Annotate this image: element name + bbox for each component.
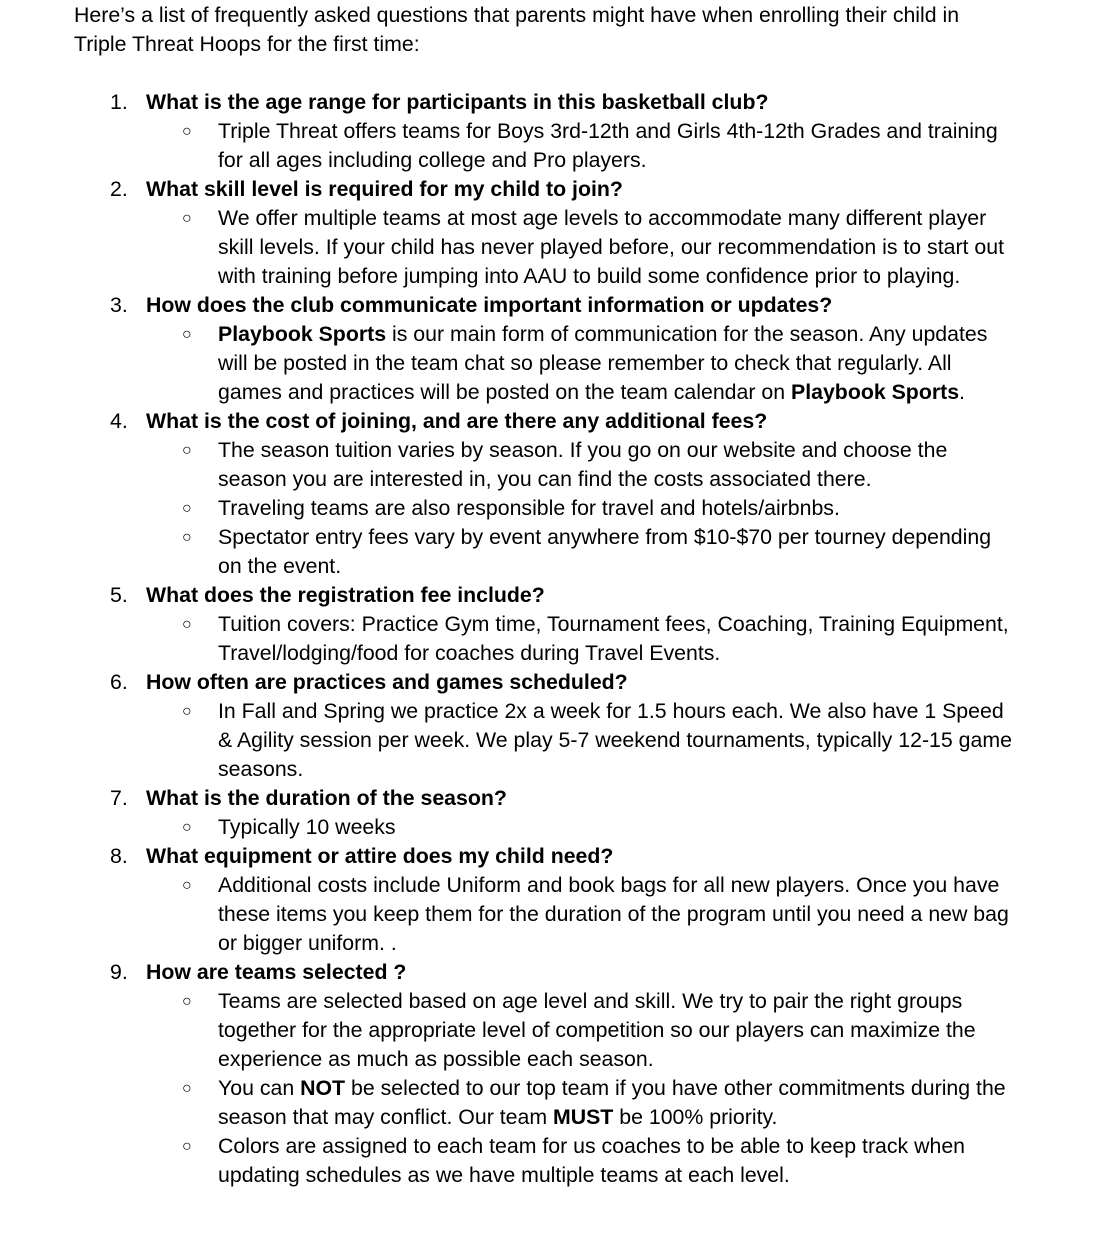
answer-item <box>146 523 1014 581</box>
answer-segment: Colors are assigned to each team for us coaches to be able to keep track when updating schedules as we have multiple teams at each level. <box>218 1134 966 1187</box>
answer-segment: Spectator entry fees vary by event anywhere from $10-$70 per tourney depending on the event. <box>218 525 992 578</box>
answer-text <box>218 525 991 578</box>
answer-item <box>146 987 1014 1074</box>
question-number: 4. <box>110 409 128 433</box>
answer-segment: Traveling teams are also responsible for travel and hotels/airbnbs. <box>218 496 840 520</box>
answer-segment: The season tuition varies by season. If you go on our website and choose the season you are interested in, you can find the costs associated there. <box>218 438 948 491</box>
answer-segment: Triple Threat offers teams for Boys 3rd-12th and Girls 4th-12th Grades and training for all ages including college and Pro players. <box>218 119 998 172</box>
faq-item <box>74 175 1014 291</box>
question-text: How often are practices and games scheduled? <box>146 670 628 694</box>
faq-item <box>74 407 1014 581</box>
faq-document <box>74 1 1014 1190</box>
answer-text <box>218 815 396 839</box>
faq-item <box>74 784 1014 842</box>
faq-item <box>74 958 1014 1190</box>
answer-item <box>146 204 1014 291</box>
question-number: 3. <box>110 293 128 317</box>
faq-item <box>74 581 1014 668</box>
answer-segment: Additional costs include Uniform and book bags for all new players. Once you have these items you keep them for the duration of the program until you need a new bag or bigger uniform. . <box>218 873 1009 955</box>
answer-emphasis: Playbook Sports <box>218 322 387 346</box>
question-number: 5. <box>110 583 128 607</box>
question-text: What does the registration fee include? <box>146 583 545 607</box>
hollow-circle-bullet-icon: ○ <box>182 877 192 894</box>
answer-text <box>218 206 1004 288</box>
question-number: 7. <box>110 786 128 810</box>
answer-text <box>218 119 998 172</box>
answer-segment: Teams are selected based on age level and skill. We try to pair the right groups together for the appropriate level of competition so our players can maximize the experience as much as possible each season. <box>218 989 976 1071</box>
answer-item <box>146 320 1014 407</box>
answer-segment: Typically 10 weeks <box>218 815 396 839</box>
question-number: 2. <box>110 177 128 201</box>
answer-item <box>146 494 1014 523</box>
hollow-circle-bullet-icon: ○ <box>182 819 192 836</box>
question-text: What skill level is required for my child to join? <box>146 177 623 201</box>
answer-emphasis: MUST <box>552 1105 614 1129</box>
intro-paragraph: Here’s a list of frequently asked questions that parents might have when enrolling their child in Triple Threat Hoops for the first time: <box>74 3 960 56</box>
answer-list <box>146 610 1014 668</box>
answer-item <box>146 813 1014 842</box>
hollow-circle-bullet-icon: ○ <box>182 210 192 227</box>
answer-segment: Tuition covers: Practice Gym time, Tournament fees, Coaching, Training Equipment, Travel/lodging/food for coaches during Travel Events. <box>218 612 1009 665</box>
answer-emphasis: Playbook Sports <box>791 380 960 404</box>
answer-text <box>218 1134 965 1187</box>
answer-list <box>146 436 1014 581</box>
question-number: 1. <box>110 90 128 114</box>
question-text: What equipment or attire does my child need? <box>146 844 614 868</box>
answer-item <box>146 697 1014 784</box>
answer-list <box>146 987 1014 1190</box>
answer-text <box>218 496 840 520</box>
answer-item <box>146 610 1014 668</box>
answer-item <box>146 1132 1014 1190</box>
question-text: What is the cost of joining, and are there any additional fees? <box>146 409 768 433</box>
answer-text <box>218 873 1009 955</box>
answer-list <box>146 320 1014 407</box>
answer-item <box>146 117 1014 175</box>
answer-segment: . <box>959 380 965 404</box>
faq-item <box>74 842 1014 958</box>
hollow-circle-bullet-icon: ○ <box>182 326 192 343</box>
answer-text <box>218 1076 1006 1129</box>
answer-segment: We offer multiple teams at most age levels to accommodate many different player skill levels. If your child has never played before, our recommendation is to start out with training before jumping into AAU to build some confidence prior to playing. <box>218 206 1004 288</box>
faq-item <box>74 668 1014 784</box>
answer-segment: You can <box>218 1076 301 1100</box>
question-text: How are teams selected ? <box>146 960 407 984</box>
hollow-circle-bullet-icon: ○ <box>182 442 192 459</box>
question-text: What is the duration of the season? <box>146 786 507 810</box>
question-number: 6. <box>110 670 128 694</box>
answer-list <box>146 813 1014 842</box>
answer-text <box>218 989 976 1071</box>
hollow-circle-bullet-icon: ○ <box>182 993 192 1010</box>
hollow-circle-bullet-icon: ○ <box>182 529 192 546</box>
faq-list <box>74 88 1014 1190</box>
answer-list <box>146 697 1014 784</box>
question-number: 8. <box>110 844 128 868</box>
answer-list <box>146 117 1014 175</box>
answer-emphasis: NOT <box>300 1076 346 1100</box>
hollow-circle-bullet-icon: ○ <box>182 1080 192 1097</box>
answer-list <box>146 871 1014 958</box>
hollow-circle-bullet-icon: ○ <box>182 703 192 720</box>
answer-segment: is our main form of communication for the season. Any updates will be posted in the team chat so please remember to check that regularly. All games and practices will be posted on the team calendar on <box>218 322 988 404</box>
hollow-circle-bullet-icon: ○ <box>182 616 192 633</box>
answer-text <box>218 322 987 404</box>
faq-item <box>74 88 1014 175</box>
faq-item <box>74 291 1014 407</box>
answer-item <box>146 871 1014 958</box>
hollow-circle-bullet-icon: ○ <box>182 123 192 140</box>
answer-item <box>146 436 1014 494</box>
answer-segment: In Fall and Spring we practice 2x a week for 1.5 hours each. We also have 1 Speed & Agility session per week. We play 5-7 weekend tournaments, typically 12-15 game seasons. <box>218 699 1012 781</box>
question-text: How does the club communicate important information or updates? <box>146 293 833 317</box>
answer-text <box>218 699 1012 781</box>
answer-segment: be selected to our top team if you have other commitments during the season that may conflict. Our team <box>218 1076 1006 1129</box>
answer-item <box>146 1074 1014 1132</box>
hollow-circle-bullet-icon: ○ <box>182 500 192 517</box>
answer-text <box>218 612 1009 665</box>
question-number: 9. <box>110 960 128 984</box>
answer-segment: be 100% priority. <box>613 1105 778 1129</box>
answer-text <box>218 438 947 491</box>
hollow-circle-bullet-icon: ○ <box>182 1138 192 1155</box>
question-text: What is the age range for participants in this basketball club? <box>146 90 769 114</box>
answer-list <box>146 204 1014 291</box>
